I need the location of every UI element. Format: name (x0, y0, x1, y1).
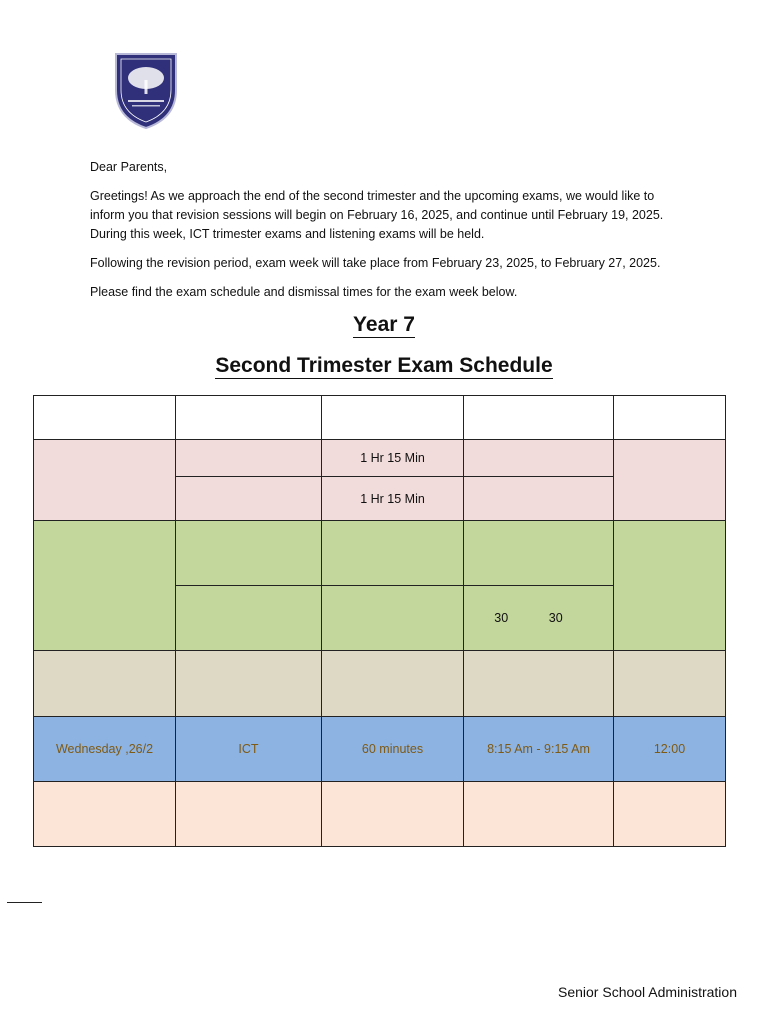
table-cell (464, 440, 614, 477)
table-cell (614, 396, 726, 440)
table-cell (322, 651, 464, 717)
signature-line (7, 902, 42, 903)
schedule-title (0, 354, 768, 378)
table-cell (614, 782, 726, 847)
table-cell (34, 396, 176, 440)
schedule-title-text: Second Trimester Exam Schedule (215, 354, 553, 377)
letter-greeting: Dear Parents, (90, 160, 168, 174)
table-row (34, 717, 726, 782)
table-cell (176, 396, 322, 440)
letter-paragraph-2: Following the revision period, exam week will take place from February 23, 2025, to February 27, 2025. (90, 256, 661, 270)
letter-paragraph-1: Greetings! As we approach the end of the second trimester and the upcoming exams, we would like to inform you that revision sessions will begin on February 16, 2025, and continue until February 19, 2025. During this week, ICT trimester exams and listening exams will be held. (90, 189, 664, 241)
table-cell (322, 396, 464, 440)
table-cell (464, 521, 614, 586)
table-cell (464, 782, 614, 847)
letter-body (90, 158, 690, 312)
school-crest-icon (111, 50, 181, 130)
school-logo (111, 50, 181, 130)
table-row (34, 521, 726, 586)
table-cell (34, 521, 176, 651)
table-cell-duration: 1 Hr 15 Min (322, 440, 464, 477)
table-cell (34, 651, 176, 717)
year-title-text: Year 7 (353, 313, 415, 336)
time-fragment-b: 30 (548, 611, 563, 625)
table-cell (464, 477, 614, 521)
table-cell (176, 651, 322, 717)
table-cell-duration: 60 minutes (322, 717, 464, 782)
table-header-row (34, 396, 726, 440)
table-cell-duration: 1 Hr 15 Min (322, 477, 464, 521)
table-cell (322, 782, 464, 847)
table-cell-dismissal: 12:00 (614, 717, 726, 782)
table-cell (614, 651, 726, 717)
table-cell-subject: ICT (176, 717, 322, 782)
table-cell (322, 521, 464, 586)
table-cell (176, 521, 322, 586)
table-cell (176, 440, 322, 477)
table-cell (34, 782, 176, 847)
table-row (34, 651, 726, 717)
table-cell-day: Wednesday ,26/2 (34, 717, 176, 782)
letter-paragraph-3: Please find the exam schedule and dismissal times for the exam week below. (90, 285, 518, 299)
year-title (0, 313, 768, 337)
table-cell (176, 782, 322, 847)
table-cell (34, 440, 176, 521)
table-cell-time (464, 586, 614, 651)
time-fragment-a: 30 (494, 611, 509, 625)
table-cell (464, 651, 614, 717)
table-cell (614, 521, 726, 651)
exam-schedule-table (33, 395, 726, 847)
table-cell (176, 477, 322, 521)
table-row (34, 782, 726, 847)
table-cell (614, 440, 726, 521)
table-cell (176, 586, 322, 651)
table-row (34, 440, 726, 477)
table-cell (464, 396, 614, 440)
table-cell-time: 8:15 Am - 9:15 Am (464, 717, 614, 782)
footer-signature: Senior School Administration (558, 984, 737, 1000)
table-cell (322, 586, 464, 651)
